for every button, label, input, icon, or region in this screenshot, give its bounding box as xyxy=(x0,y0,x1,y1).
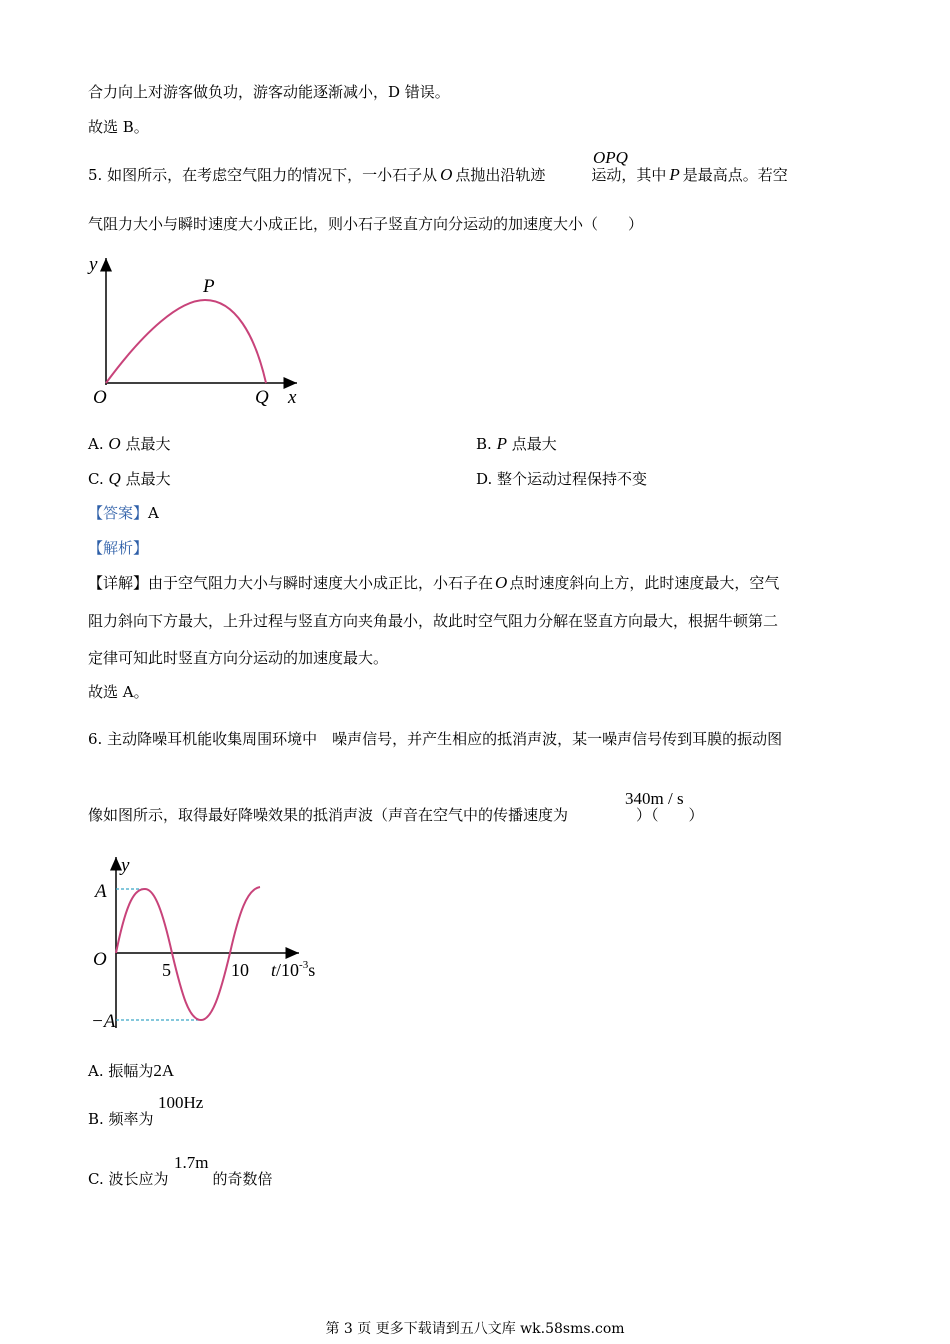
q6-amp-neg-label: −A xyxy=(91,1011,116,1032)
q6-stem-line2: 像如图所示，取得最好降噪效果的抵消声波（声音在空气中的传播速度为 ）（ ） xyxy=(88,806,704,824)
q5-detail-line3: 定律可知此时竖直方向分运动的加速度最大。 xyxy=(88,649,389,667)
q6-y-label: y xyxy=(121,855,130,876)
q6-option-c-value: 1.7m xyxy=(174,1153,209,1172)
q5-y-label: y xyxy=(89,254,98,275)
q6-option-a: A. 振幅为2A xyxy=(88,1061,175,1080)
q6-amp-pos-label: A xyxy=(95,881,107,902)
q6-speed-value: 340m / s xyxy=(625,789,684,808)
q5-origin-label: O xyxy=(93,387,107,408)
q5-option-c: C. Q 点最大 xyxy=(88,469,171,488)
q5-choice: 故选 A。 xyxy=(88,683,149,701)
q5-trajectory-figure xyxy=(85,250,315,410)
q5-detail-line2: 阻力斜向下方最大，上升过程与竖直方向夹角最小，故此时空气阻力分解在竖直方向最大，根据牛顿第二 xyxy=(88,612,779,630)
q5-peak-label: P xyxy=(203,276,215,297)
q6-option-b-value: 100Hz xyxy=(158,1093,204,1112)
q5-trajectory-label: OPQ xyxy=(593,148,628,167)
q5-analysis-tag: 【解析】 xyxy=(88,539,149,557)
q5-detail-line1: 【详解】由于空气阻力大小与瞬时速度大小成正比，小石子在 O 点时速度斜向上方，此时速度最大，空气 xyxy=(88,573,780,592)
q6-tick-5: 5 xyxy=(162,960,171,980)
prev-explanation-line: 合力向上对游客做负功，游客动能逐渐减小，D 错误。 xyxy=(88,83,450,101)
q5-stem-line2: 气阻力大小与瞬时速度大小成正比，则小石子竖直方向分运动的加速度大小（ ） xyxy=(88,215,644,233)
q5-trajectory-curve xyxy=(106,300,266,383)
q6-option-b: B. 频率为 xyxy=(88,1110,154,1128)
q5-stem-line1: 5. 如图所示，在考虑空气阻力的情况下，一小石子从 O 点抛出沿轨迹 运动，其中 P 是最高点。若空 xyxy=(88,165,788,184)
q5-option-b: B. P 点最大 xyxy=(476,434,557,453)
q6-vibration-figure xyxy=(85,853,345,1033)
q6-origin-label: O xyxy=(93,949,107,970)
page-footer: 第 3 页 更多下载请到五八文库 wk.58sms.com xyxy=(325,1321,625,1337)
q5-option-a: A. O 点最大 xyxy=(88,434,171,453)
q5-end-label: Q xyxy=(255,387,269,408)
q6-tick-10: 10 xyxy=(231,960,249,980)
q6-stem-line1: 6. 主动降噪耳机能收集周围环境中 噪声信号，并产生相应的抵消声波，某一噪声信号传到耳膜的振动图 xyxy=(88,730,783,748)
q6-option-c: C. 波长应为 的奇数倍 xyxy=(88,1170,273,1188)
q5-answer: 【答案】A xyxy=(88,504,159,522)
prev-choice: 故选 B。 xyxy=(88,118,149,136)
q5-option-d: D. 整个运动过程保持不变 xyxy=(476,470,648,488)
q5-x-label: x xyxy=(288,387,297,408)
q6-t-axis-label: $t/10^{-3}s$ xyxy=(271,959,316,980)
